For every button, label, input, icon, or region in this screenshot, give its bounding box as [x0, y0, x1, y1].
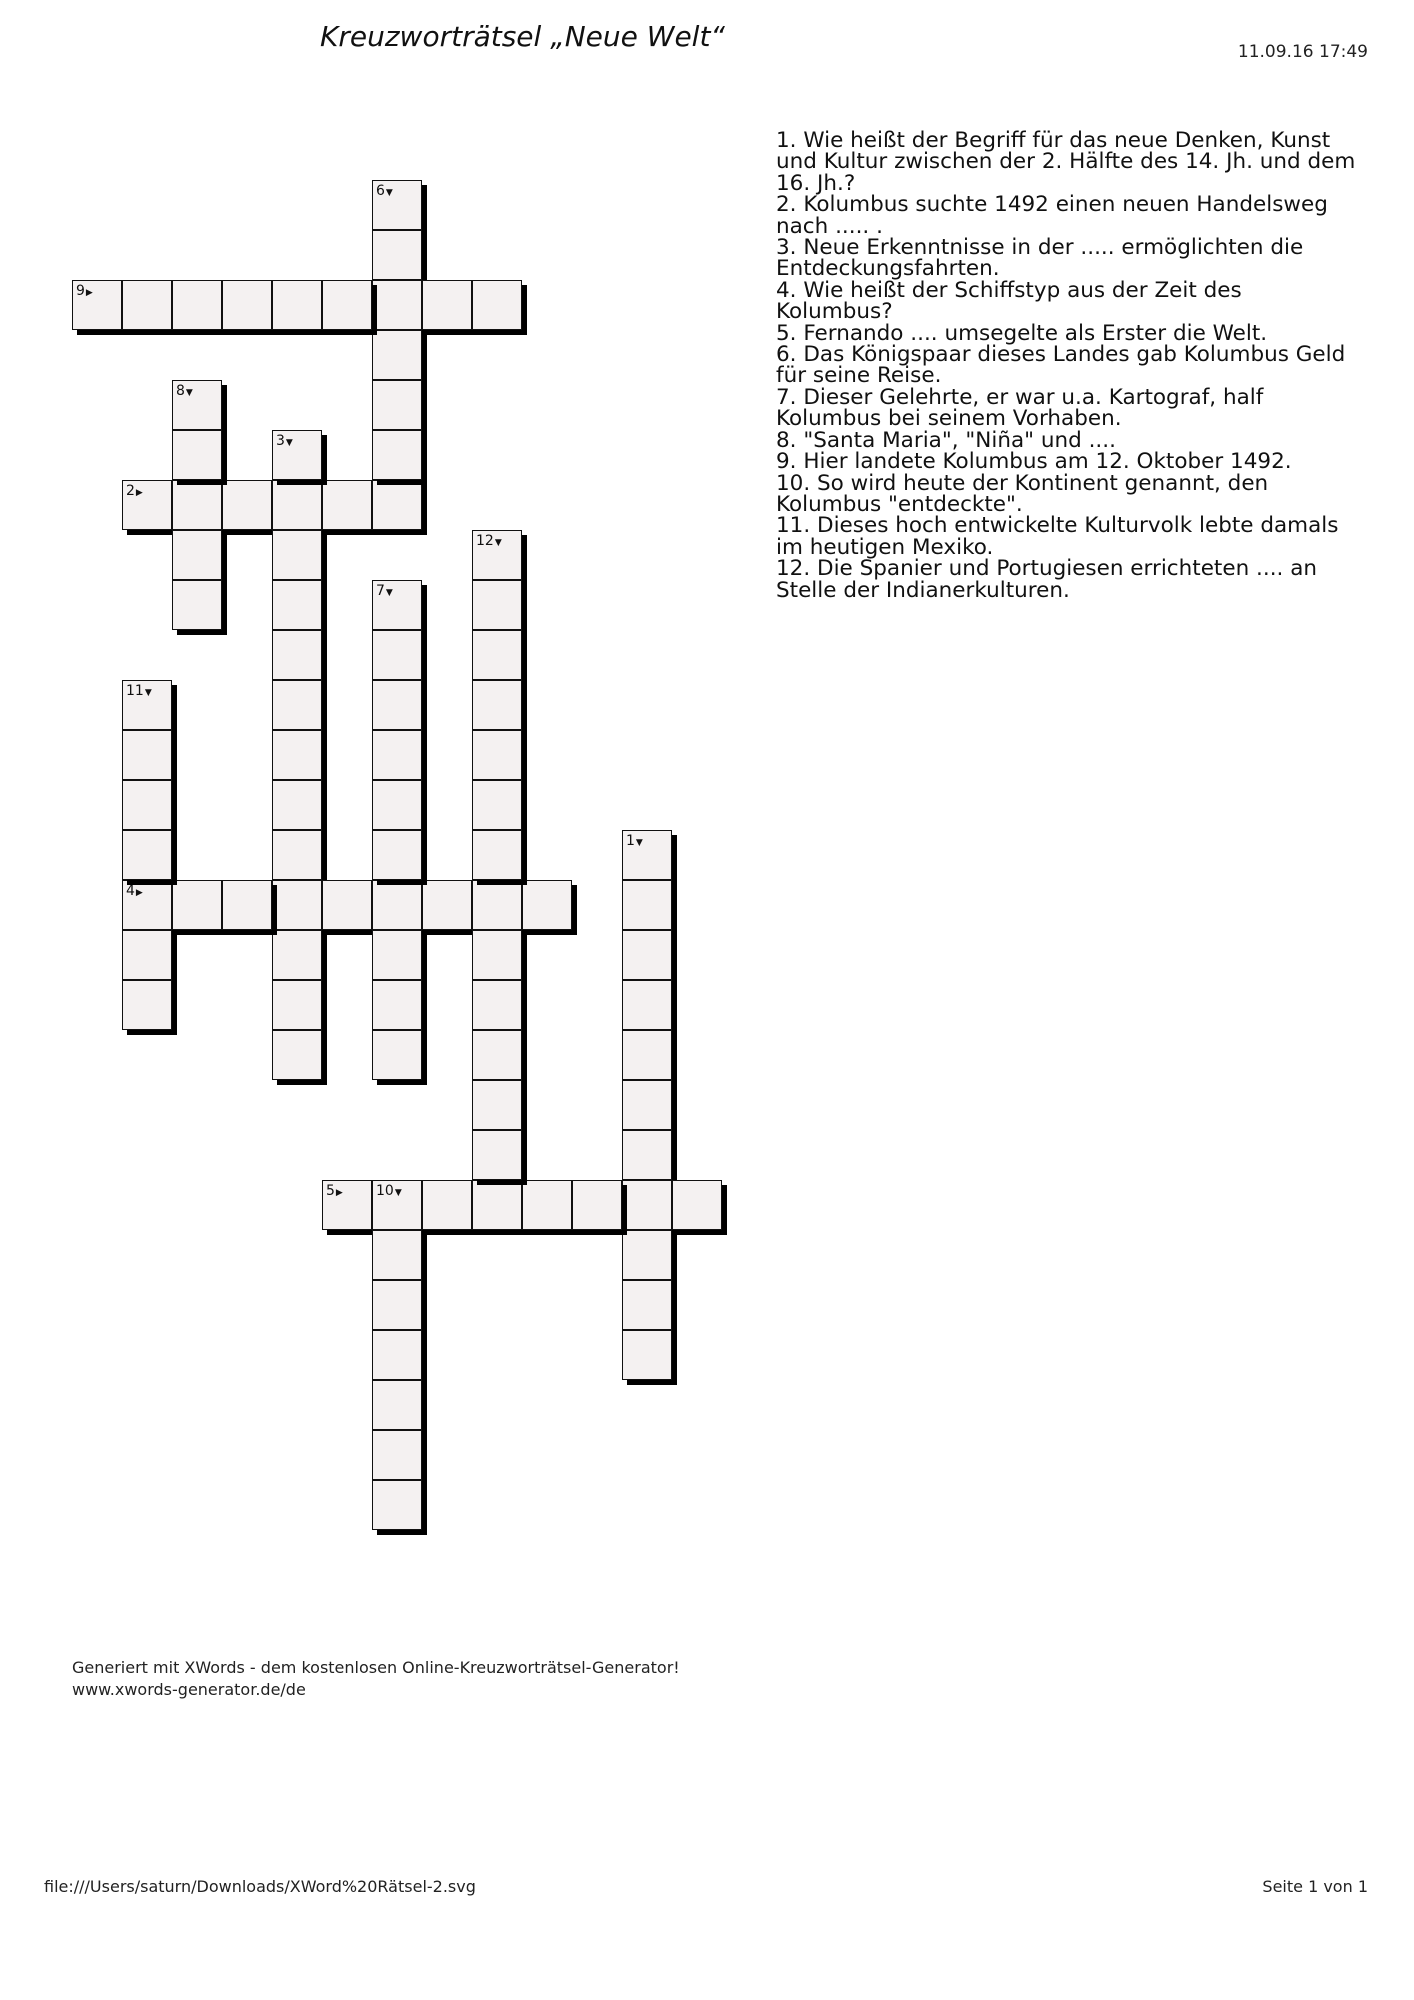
grid-cell[interactable] — [422, 1180, 472, 1230]
grid-cell[interactable] — [122, 980, 172, 1030]
grid-cell[interactable] — [372, 330, 422, 380]
grid-cell[interactable] — [372, 680, 422, 730]
grid-cell[interactable] — [122, 680, 172, 730]
grid-cell[interactable] — [372, 380, 422, 430]
grid-cell[interactable] — [522, 1180, 572, 1230]
clue-number: 10 — [376, 1183, 394, 1199]
grid-cell[interactable] — [472, 930, 522, 980]
grid-cell[interactable] — [172, 530, 222, 580]
grid-cell[interactable] — [622, 930, 672, 980]
grid-cell[interactable] — [622, 1230, 672, 1280]
clue-number-label — [126, 883, 143, 901]
page-title: Kreuzworträtsel „Neue Welt“ — [320, 20, 725, 53]
grid-cell[interactable] — [172, 580, 222, 630]
clue-number-label — [276, 433, 293, 451]
grid-cell[interactable] — [622, 980, 672, 1030]
grid-cell[interactable] — [372, 1180, 422, 1230]
grid-cell[interactable] — [272, 880, 322, 930]
grid-cell[interactable] — [372, 630, 422, 680]
down-triangle-icon: ▼ — [385, 588, 393, 598]
right-triangle-icon: ▶ — [335, 1188, 343, 1198]
grid-cell[interactable] — [372, 1380, 422, 1430]
grid-cell[interactable] — [72, 280, 122, 330]
grid-cell[interactable] — [272, 480, 322, 530]
grid-cell[interactable] — [222, 480, 272, 530]
credit-url[interactable]: www.xwords-generator.de/de — [72, 1680, 306, 1699]
grid-cell[interactable] — [372, 1030, 422, 1080]
clue-number-label — [176, 383, 193, 401]
clue-item: 9. Hier landete Kolumbus am 12. Oktober 1492. — [776, 449, 1292, 475]
clue-number: 7 — [376, 583, 385, 599]
grid-cell[interactable] — [372, 780, 422, 830]
grid-cell[interactable] — [472, 530, 522, 580]
grid-cell[interactable] — [222, 880, 272, 930]
grid-cell[interactable] — [372, 830, 422, 880]
grid-cell[interactable] — [622, 1280, 672, 1330]
grid-cell[interactable] — [172, 280, 222, 330]
grid-cell[interactable] — [472, 880, 522, 930]
grid-cell[interactable] — [172, 380, 222, 430]
grid-cell[interactable] — [272, 980, 322, 1030]
grid-cell[interactable] — [122, 830, 172, 880]
grid-cell[interactable] — [572, 1180, 622, 1230]
grid-cell[interactable] — [272, 580, 322, 630]
grid-cell[interactable] — [272, 1030, 322, 1080]
grid-cell[interactable] — [622, 880, 672, 930]
clue-number: 4 — [126, 883, 135, 899]
clue-number: 11 — [126, 683, 144, 699]
grid-cell[interactable] — [472, 630, 522, 680]
grid-cell[interactable] — [272, 630, 322, 680]
grid-cell[interactable] — [172, 480, 222, 530]
grid-cell[interactable] — [372, 980, 422, 1030]
clue-number-label — [376, 1183, 402, 1201]
grid-cell[interactable] — [372, 280, 422, 330]
grid-cell[interactable] — [272, 930, 322, 980]
grid-cell[interactable] — [422, 280, 472, 330]
grid-cell[interactable] — [522, 880, 572, 930]
grid-cell[interactable] — [472, 1080, 522, 1130]
grid-cell[interactable] — [372, 730, 422, 780]
grid-cell[interactable] — [372, 1230, 422, 1280]
grid-cell[interactable] — [122, 880, 172, 930]
grid-cell[interactable] — [472, 1030, 522, 1080]
grid-cell[interactable] — [322, 280, 372, 330]
clue-number: 8 — [176, 383, 185, 399]
grid-cell[interactable] — [372, 230, 422, 280]
clue-number-label — [626, 833, 643, 851]
grid-cell[interactable] — [472, 780, 522, 830]
grid-cell[interactable] — [272, 430, 322, 480]
grid-cell[interactable] — [272, 830, 322, 880]
grid-cell[interactable] — [472, 730, 522, 780]
clue-number-label — [476, 533, 502, 551]
right-triangle-icon: ▶ — [135, 488, 143, 498]
page-number: Seite 1 von 1 — [1262, 1877, 1368, 1896]
down-triangle-icon: ▼ — [385, 188, 393, 198]
clue-item: 8. "Santa Maria", "Niña" und .... — [776, 427, 1116, 453]
clue-item: 5. Fernando .... umsegelte als Erster die Welt. — [776, 320, 1268, 346]
grid-cell[interactable] — [472, 1130, 522, 1180]
grid-cell[interactable] — [372, 1430, 422, 1480]
generator-credit — [72, 1657, 680, 1701]
credit-text: Generiert mit XWords - dem kostenlosen Online-Kreuzworträtsel-Generator! — [72, 1658, 680, 1677]
clue-item: 1. Wie heißt der Begriff für das neue Denken, Kunst und Kultur zwischen der 2. Hälfte des 14. Jh. und dem 16. Jh.? — [776, 128, 1356, 196]
grid-cell[interactable] — [122, 480, 172, 530]
grid-cell[interactable] — [372, 1330, 422, 1380]
print-timestamp: 11.09.16 17:49 — [1237, 42, 1368, 62]
grid-cell[interactable] — [122, 730, 172, 780]
grid-cell[interactable] — [122, 930, 172, 980]
grid-cell[interactable] — [672, 1180, 722, 1230]
clue-number: 12 — [476, 533, 494, 549]
grid-cell[interactable] — [372, 1280, 422, 1330]
right-triangle-icon: ▶ — [85, 288, 93, 298]
grid-cell[interactable] — [622, 1180, 672, 1230]
grid-cell[interactable] — [422, 880, 472, 930]
down-triangle-icon: ▼ — [144, 688, 152, 698]
clue-number-label — [376, 583, 393, 601]
grid-cell[interactable] — [372, 880, 422, 930]
down-triangle-icon: ▼ — [394, 1188, 402, 1198]
grid-cell[interactable] — [322, 880, 372, 930]
clue-number-label — [76, 283, 93, 301]
grid-cell[interactable] — [622, 1080, 672, 1130]
grid-cell[interactable] — [372, 430, 422, 480]
grid-cell[interactable] — [172, 430, 222, 480]
grid-cell[interactable] — [622, 1030, 672, 1080]
clue-item: 3. Neue Erkenntnisse in der ..... ermöglichten die Entdeckungsfahrten. — [776, 235, 1304, 282]
grid-cell[interactable] — [222, 280, 272, 330]
grid-cell[interactable] — [622, 830, 672, 880]
clue-item: 10. So wird heute der Kontinent genannt, den Kolumbus "entdeckte". — [776, 470, 1269, 517]
grid-cell[interactable] — [172, 880, 222, 930]
grid-cell[interactable] — [272, 780, 322, 830]
clue-number: 2 — [126, 483, 135, 499]
clue-number: 9 — [76, 283, 85, 299]
down-triangle-icon: ▼ — [635, 838, 643, 848]
grid-cell[interactable] — [122, 280, 172, 330]
clue-number: 3 — [276, 433, 285, 449]
crossword-grid — [0, 0, 760, 1500]
clue-number-label — [326, 1183, 343, 1201]
grid-cell[interactable] — [372, 580, 422, 630]
file-path: file:///Users/saturn/Downloads/XWord%20Rätsel-2.svg — [44, 1877, 476, 1896]
clue-item: 2. Kolumbus suchte 1492 einen neuen Handelsweg nach ..... . — [776, 192, 1328, 239]
grid-cell[interactable] — [472, 830, 522, 880]
grid-cell[interactable] — [622, 1130, 672, 1180]
clue-number: 6 — [376, 183, 385, 199]
grid-cell[interactable] — [322, 1180, 372, 1230]
grid-cell[interactable] — [472, 580, 522, 630]
down-triangle-icon: ▼ — [494, 538, 502, 548]
clue-number: 5 — [326, 1183, 335, 1199]
grid-cell[interactable] — [472, 1180, 522, 1230]
clue-number-label — [126, 483, 143, 501]
clue-number-label — [376, 183, 393, 201]
clue-item: 4. Wie heißt der Schiffstyp aus der Zeit des Kolumbus? — [776, 277, 1242, 325]
grid-cell[interactable] — [272, 530, 322, 580]
clue-item: 11. Dieses hoch entwickelte Kulturvolk lebte damals im heutigen Mexiko. — [776, 513, 1339, 560]
down-triangle-icon: ▼ — [285, 438, 293, 448]
grid-cell[interactable] — [122, 780, 172, 830]
clue-number: 1 — [626, 833, 635, 849]
grid-cell[interactable] — [322, 480, 372, 530]
clue-item: 6. Das Königspaar dieses Landes gab Kolumbus Geld für seine Reise. — [776, 342, 1346, 389]
grid-cell[interactable] — [272, 280, 322, 330]
grid-cell[interactable] — [372, 1480, 422, 1530]
grid-cell[interactable] — [372, 930, 422, 980]
grid-cell[interactable] — [272, 680, 322, 730]
clue-number-label — [126, 683, 152, 701]
clue-list — [776, 130, 1356, 601]
grid-cell[interactable] — [622, 1330, 672, 1380]
grid-cell[interactable] — [472, 680, 522, 730]
right-triangle-icon: ▶ — [135, 888, 143, 898]
grid-cell[interactable] — [272, 730, 322, 780]
grid-cell[interactable] — [372, 480, 422, 530]
down-triangle-icon: ▼ — [185, 388, 193, 398]
grid-cell[interactable] — [372, 180, 422, 230]
clue-item: 12. Die Spanier und Portugiesen errichteten .... an Stelle der Indianerkulturen. — [776, 556, 1318, 603]
clue-item: 7. Dieser Gelehrte, er war u.a. Kartograf, half Kolumbus bei seinem Vorhaben. — [776, 384, 1264, 432]
grid-cell[interactable] — [472, 280, 522, 330]
grid-cell[interactable] — [472, 980, 522, 1030]
